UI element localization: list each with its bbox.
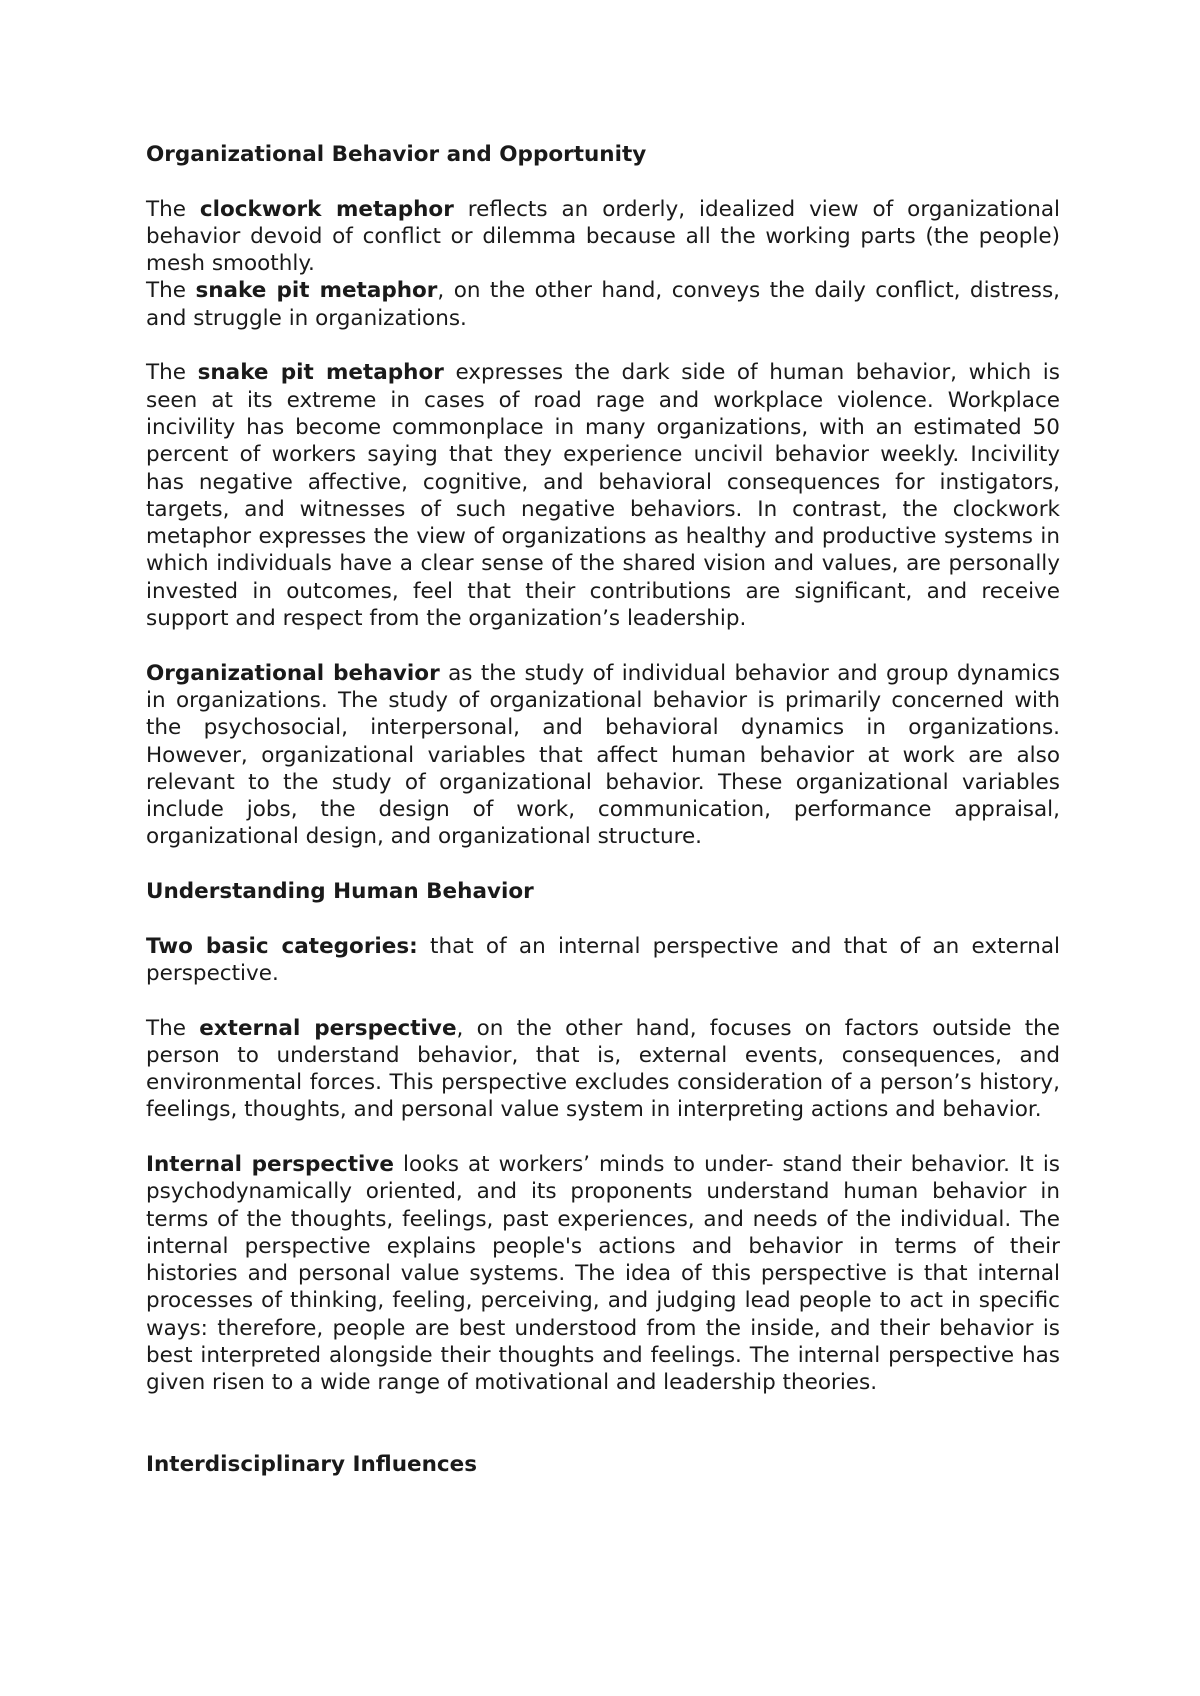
paragraph-organizational-behavior bbox=[146, 660, 1060, 851]
text-run: looks at workers’ minds to under- stand their behavior. It is psychodynamically oriented, and its proponents understand human behavior in terms of the thoughts, feelings, past experiences, and needs of the individual. The internal perspective explains people's actions and behavior in terms of their histories and personal value systems. The idea of this perspective is that internal processes of thinking, feeling, perceiving, and judging lead people to act in specific ways: therefore, people are best understood from the inside, and their behavior is best interpreted alongside their thoughts and feelings. The internal perspective has given risen to a wide range of motivational and leadership theories. bbox=[146, 1151, 1060, 1396]
heading-organizational-behavior: Organizational Behavior and Opportunity bbox=[146, 142, 647, 167]
paragraph-two-categories bbox=[146, 933, 1060, 988]
term-internal-perspective: Internal perspective bbox=[146, 1151, 394, 1177]
text-run: , on the other hand, conveys the daily conflict, distress, and struggle in organizations. bbox=[146, 278, 1061, 331]
text-run: expresses the dark side of human behavior, which is seen at its extreme in cases of road rage and workplace violence. Workplace incivility has become commonplace in many organizations, with an estimated 50 percent of workers saying that they experience uncivil behavior weekly. Incivility has negative affective, cognitive, and behavioral consequences for instigators, targets, and witnesses of such negative behaviors. In contrast, the clockwork metaphor expresses the view of organizations as healthy and productive systems in which individuals have a clear sense of the shared vision and values, are personally invested in outcomes, feel that their contributions are significant, and receive support and respect from the organization’s leadership. bbox=[146, 360, 1060, 632]
term-external-perspective: external perspective bbox=[199, 1015, 457, 1041]
text-run: The bbox=[146, 1015, 200, 1041]
text-run: , on the other hand, focuses on factors outside the person to understand behavior, that is, external events, consequences, and environmental forces. This perspective excludes consideration of a person’s history, feelings, thoughts, and personal value system in interpreting actions and behavior. bbox=[146, 1015, 1060, 1123]
document-page bbox=[146, 141, 1060, 1479]
term-organizational-behavior: Organizational behavior bbox=[146, 660, 440, 686]
text-run: The bbox=[146, 278, 196, 304]
paragraph-snake-pit-intro bbox=[146, 277, 1060, 332]
paragraph-external-perspective bbox=[146, 1015, 1060, 1124]
text-run: that of an internal perspective and that of an external perspective. bbox=[146, 933, 1060, 986]
text-run: as the study of individual behavior and group dynamics in organizations. The study of organizational behavior is primarily concerned with the psychosocial, interpersonal, and behavioral dynamics in organizations. However, organizational variables that affect human behavior at work are also relevant to the study of organizational behavior. These organizational variables include jobs, the design of work, communication, performance appraisal, organizational design, and organizational structure. bbox=[146, 660, 1061, 850]
term-snake-pit-metaphor: snake pit metaphor bbox=[195, 278, 438, 304]
text-run: The bbox=[146, 360, 198, 386]
text-run: The bbox=[146, 196, 200, 222]
paragraph-clockwork-metaphor bbox=[146, 196, 1060, 278]
term-two-basic-categories: Two basic categories: bbox=[146, 933, 418, 959]
heading-interdisciplinary-influences: Interdisciplinary Influences bbox=[146, 1452, 478, 1478]
text-run: reflects an orderly, idealized view of organizational behavior devoid of conflict or dilemma because all the working parts (the people) mesh smoothly. bbox=[146, 196, 1060, 277]
paragraph-internal-perspective bbox=[146, 1151, 1060, 1397]
heading-understanding-human-behavior: Understanding Human Behavior bbox=[146, 879, 534, 905]
term-snake-pit-metaphor: snake pit metaphor bbox=[197, 360, 444, 386]
term-clockwork-metaphor: clockwork metaphor bbox=[199, 196, 454, 222]
paragraph-snake-pit-detail bbox=[146, 359, 1060, 632]
